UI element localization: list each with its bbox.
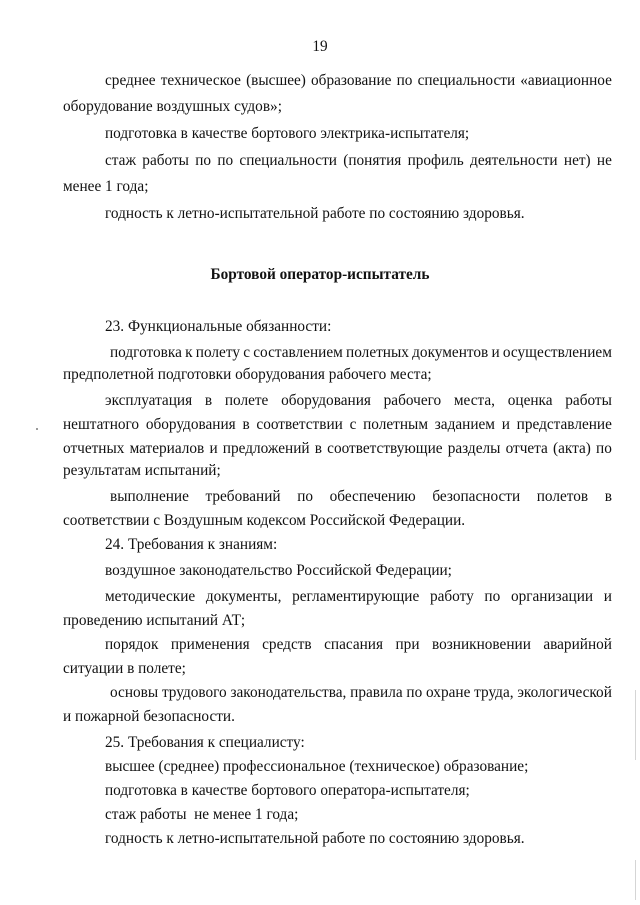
word: работы xyxy=(565,392,612,409)
word: оборудования xyxy=(281,392,371,409)
word: подготовка xyxy=(110,344,182,361)
word: средств xyxy=(262,636,312,653)
word: предложений xyxy=(222,440,310,457)
word: специальности xyxy=(417,72,516,89)
text-line xyxy=(105,72,612,90)
word: в xyxy=(314,440,323,457)
text-line xyxy=(105,588,612,606)
word: и xyxy=(501,416,510,433)
word: стаж xyxy=(105,152,137,169)
word: отчетных xyxy=(63,440,125,457)
word: обеспечению xyxy=(329,488,416,505)
word: по xyxy=(406,684,423,701)
word: оборудования xyxy=(145,416,236,433)
text-line xyxy=(63,416,612,434)
word: организации xyxy=(510,588,594,605)
page-number: 19 xyxy=(312,38,328,55)
word: при xyxy=(395,636,420,653)
text-line: оборудование воздушных судов»; xyxy=(63,98,282,115)
text-line: и пожарной безопасности. xyxy=(63,708,235,725)
word: материалов xyxy=(129,440,205,457)
word: по xyxy=(217,152,234,169)
word: нештатного xyxy=(63,416,140,433)
word: «авиационное xyxy=(520,72,612,89)
word: выполнение xyxy=(110,488,189,505)
word: применения xyxy=(170,636,250,653)
word: образование xyxy=(311,72,392,89)
word: в xyxy=(604,488,612,505)
scan-edge-shadow xyxy=(635,690,636,760)
word: в xyxy=(204,392,213,409)
word: соответствующие xyxy=(327,440,443,457)
text-line xyxy=(105,636,612,654)
word: и xyxy=(209,440,218,457)
text-line: предполетной подготовки оборудования рабочего места; xyxy=(63,366,432,383)
text-line xyxy=(110,684,612,702)
word: документов xyxy=(412,344,489,361)
word: безопасности xyxy=(432,488,521,505)
word: правила xyxy=(350,684,403,701)
word: среднее xyxy=(105,72,156,89)
word: основы xyxy=(110,684,159,701)
word: представление xyxy=(516,416,612,433)
word: в xyxy=(242,416,250,433)
word: профиль xyxy=(407,152,464,169)
word: и xyxy=(603,588,612,605)
section-heading: Бортовой оператор-испытатель xyxy=(210,266,430,283)
word: разделы xyxy=(447,440,501,457)
word: полету xyxy=(195,344,240,361)
text-line: ситуации в полете; xyxy=(63,660,186,677)
text-line: соответствии с Воздушным кодексом Российской Федерации. xyxy=(63,512,466,529)
word: отчета xyxy=(505,440,548,457)
word: полете xyxy=(224,392,269,409)
word: работу xyxy=(429,588,474,605)
word: по xyxy=(195,152,212,169)
clause-heading: 25. Требования к специалисту: xyxy=(105,734,305,751)
text-line: менее 1 года; xyxy=(63,178,149,195)
word: специальности xyxy=(239,152,337,169)
word: места, xyxy=(453,392,496,409)
word: по xyxy=(596,440,612,457)
word: составлением xyxy=(253,344,343,361)
word: оценка xyxy=(507,392,553,409)
text-line: воздушное законодательство Российской Федерации; xyxy=(105,562,452,579)
text-line: высшее (среднее) профессиональное (техническое) образование; xyxy=(105,758,529,775)
word: полетов xyxy=(536,488,589,505)
word: эксплуатация xyxy=(105,392,193,409)
clause-heading: 23. Функциональные обязанности: xyxy=(105,318,332,335)
text-line: подготовка в качестве бортового оператора-испытателя; xyxy=(105,782,470,799)
text-line xyxy=(105,392,612,410)
word: возникновении xyxy=(431,636,531,653)
text-line: годность к летно-испытательной работе по состоянию здоровья. xyxy=(105,830,525,847)
word: спасания xyxy=(324,636,384,653)
scan-speck xyxy=(36,428,38,430)
text-line: годность к летно-испытательной работе по состоянию здоровья. xyxy=(105,205,525,222)
word: деятельности xyxy=(470,152,558,169)
text-line: результатам испытаний; xyxy=(63,462,221,479)
word: с xyxy=(349,416,357,433)
text-line xyxy=(110,488,612,506)
word: методические xyxy=(105,588,196,605)
scan-edge-shadow xyxy=(635,860,636,900)
text-line xyxy=(110,344,612,362)
word: по xyxy=(297,488,314,505)
word: аварийной xyxy=(543,636,612,653)
text-line: стаж работы не менее 1 года; xyxy=(105,806,299,823)
word: законодательства, xyxy=(230,684,347,701)
word: и xyxy=(491,344,500,361)
clause-heading: 24. Требования к знаниям: xyxy=(105,536,278,553)
word: к xyxy=(185,344,193,361)
word: по xyxy=(396,72,413,89)
word: техническое xyxy=(160,72,241,89)
text-line: проведению испытаний АТ; xyxy=(63,612,246,629)
word: порядок xyxy=(105,636,159,653)
word: (высшее) xyxy=(246,72,306,89)
word: экологической xyxy=(517,684,612,701)
word: рабочего xyxy=(383,392,442,409)
text-line: подготовка в качестве бортового электрика-испытателя; xyxy=(105,125,470,142)
word: документы, xyxy=(205,588,282,605)
word: не xyxy=(596,152,612,169)
word: нет) xyxy=(563,152,591,169)
word: требований xyxy=(205,488,281,505)
word: трудового xyxy=(161,684,227,701)
word: по xyxy=(484,588,501,605)
word: полетных xyxy=(346,344,409,361)
text-line xyxy=(63,440,612,458)
word: труда, xyxy=(474,684,514,701)
word: (акта) xyxy=(553,440,591,457)
word: осуществлением xyxy=(502,344,612,361)
word: с xyxy=(243,344,251,361)
word: полетным xyxy=(363,416,428,433)
word: регламентирующие xyxy=(292,588,420,605)
text-line xyxy=(105,152,612,170)
word: охране xyxy=(426,684,471,701)
word: соответствии xyxy=(256,416,343,433)
word: заданием xyxy=(434,416,495,433)
word: (понятия xyxy=(343,152,402,169)
word: работы xyxy=(142,152,189,169)
